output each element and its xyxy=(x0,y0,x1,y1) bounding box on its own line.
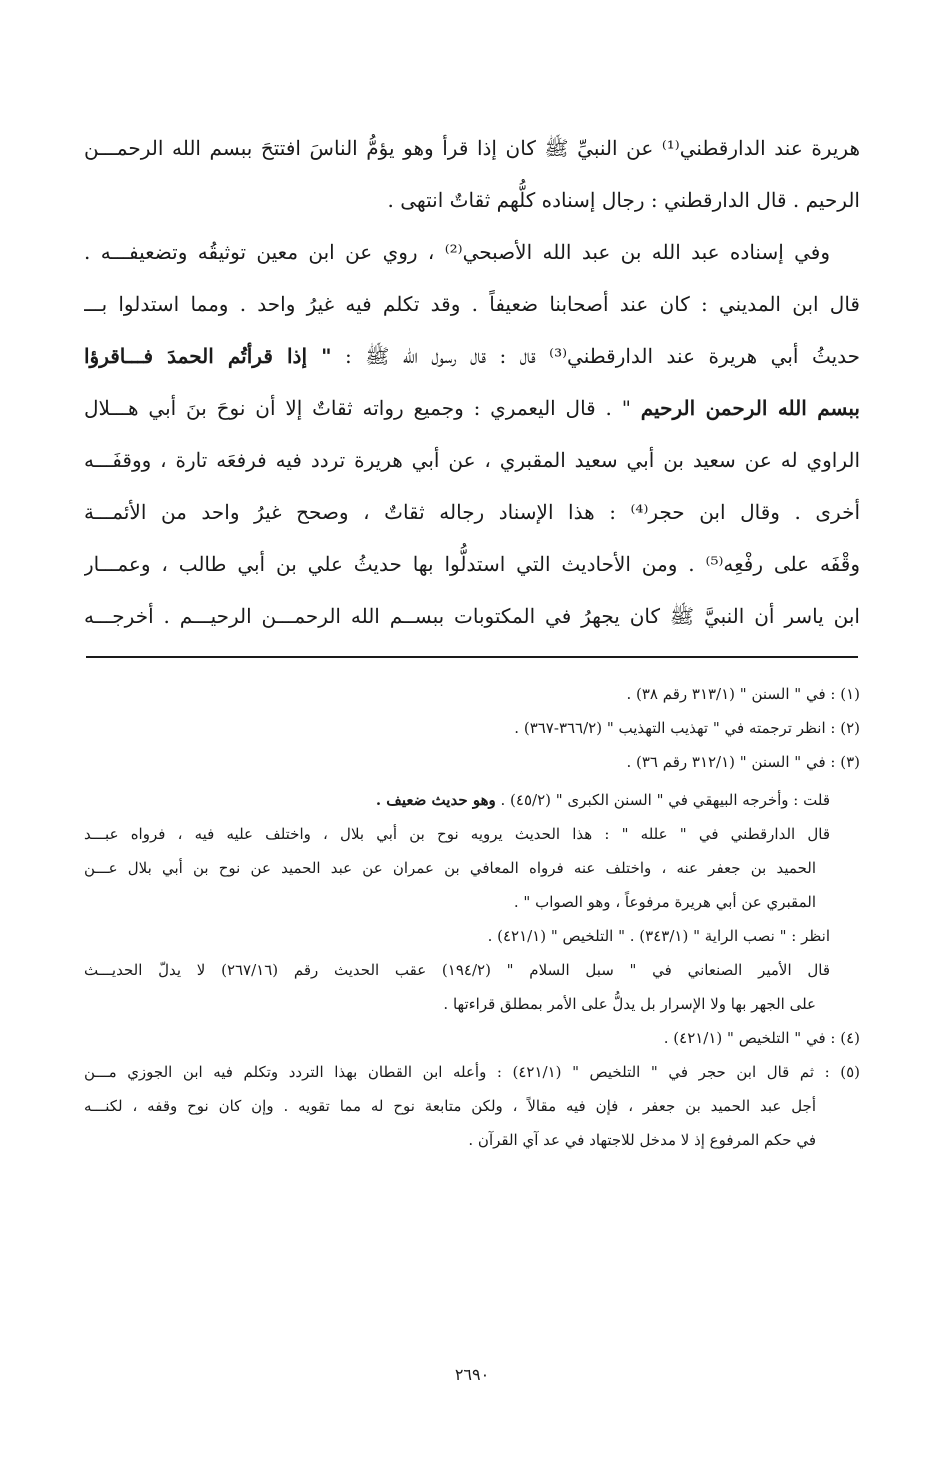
footnote-separator xyxy=(86,656,858,658)
footnote-5-line: في حكم المرفوع إذ لا مدخل للاجتهاد في عد آي القرآن . xyxy=(468,1131,816,1149)
footnotes xyxy=(84,677,860,1157)
footnote-1: (١) : في " السنن " (٣١٣/١ رقم ٣٨) . xyxy=(626,685,860,703)
bold-hadith-text: " إذا قرأتُم الحمدَ فـــاقرؤا xyxy=(84,344,332,368)
footnote-3-line: على الجهر بها ولا الإسرار بل يدلُّ على الأمر بمطلق قراءتها . xyxy=(443,995,816,1013)
text-line: الراوي له عن سعيد بن أبي سعيد المقبري ، عن أبي هريرة تردد فيه فرفعَه تارة ، ووقفَـــه xyxy=(84,448,860,472)
text-line xyxy=(84,382,860,434)
text-line: ابن ياسر أن النبيَّ ﷺ كان يجهرُ في المكتوبات ببســم الله الرحمـــن الرحيـــم . أخرجـــه xyxy=(84,604,860,628)
text-segment: حديثُ أبي هريرة عند الدارقطني⁽³⁾ قال : قال رسول الله ﷺ : xyxy=(345,344,860,368)
main-text xyxy=(84,122,860,642)
page-number: ٢٦٩٠ xyxy=(454,1365,490,1384)
text-line: قال ابن المديني : كان عند أصحابنا ضعيفاً . وقد تكلم فيه غيرُ واحد . ومما استدلوا بـــ xyxy=(84,292,860,316)
text-line: وفي إسناده عبد الله بن عبد الله الأصبحي⁽²⁾ ، روي عن ابن معين توثيقُه وتضعيفـــه . xyxy=(84,240,830,264)
footnote-5-line: أجل عبد الحميد بن جعفر ، فإن فيه مقالاً ، ولكن متابعة نوح له مما تقويه . وإن كان نوح وقفه ، لكنـــه xyxy=(84,1097,816,1115)
footnote-text: قلت : وأخرجه البيهقي في " السنن الكبرى " (٤٥/٢) . xyxy=(500,791,830,809)
footnote-3-line: الحميد بن جعفر عنه ، واختلف عنه فرواه المعافي بن عمران عن عبد الحميد عن نوح بن أبي بلال عـــن xyxy=(84,859,816,877)
footnote-4: (٤) : في " التلخيص " (٤٢١/١) . xyxy=(663,1029,860,1047)
footnote-3-comment xyxy=(84,783,860,817)
footnote-3-line: المقبري عن أبي هريرة مرفوعاً ، وهو الصواب " . xyxy=(513,893,816,911)
footnote-3-line: قال الدارقطني في " علله " : هذا الحديث يرويه نوح بن أبي بلال ، واختلف عليه فيه ، فرواه عبـــد xyxy=(84,825,830,843)
text-line: الرحيم . قال الدارقطني : رجال إسناده كلُّهم ثقاتٌ انتهى . xyxy=(387,188,860,212)
text-segment: " . قال اليعمري : وجميع رواته ثقاتٌ إلا أن نوحَ بنَ أبي هـــلال xyxy=(84,396,631,420)
text-line: أخرى . وقال ابن حجر⁽⁴⁾ : هذا الإسناد رجاله ثقاتٌ ، وصحح غيرُ واحد من الأئمـــة xyxy=(84,500,860,524)
text-line xyxy=(84,330,860,382)
footnote-3-line: قال الأمير الصنعاني في " سبل السلام " (١٩٤/٢) عقب الحديث رقم (٢٦٧/١٦) لا يدلّ الحديـــث xyxy=(84,961,831,979)
text-line: وقْفَه على رفْعِه⁽⁵⁾ . ومن الأحاديث التي استدلُّوا بها حديثُ علي بن أبي طالب ، وعمـــار xyxy=(84,552,860,576)
footnote-bold-text: وهو حديث ضعيف . xyxy=(375,791,496,809)
footnote-3: (٣) : في " السنن " (٣١٢/١ رقم ٣٦) . xyxy=(626,753,860,771)
text-line: هريرة عند الدارقطني⁽¹⁾ عن النبيِّ ﷺ كان إذا قرأ وهو يؤمُّ الناسَ افتتحَ ببسم الله الرحمـــن xyxy=(84,136,860,160)
footnote-5: (٥) : ثم قال ابن حجر في " التلخيص " (٤٢١/١) : وأعله ابن القطان بهذا التردد وتكلم فيه ابن الجوزي مـــن xyxy=(84,1063,860,1081)
footnote-2: (٢) : انظر ترجمته في " تهذيب التهذيب " (٣٦٦/٢-٣٦٧) . xyxy=(514,719,860,737)
footnote-3-line: انظر : " نصب الراية " (٣٤٣/١) . " التلخيص " (٤٢١/١) . xyxy=(487,927,830,945)
bold-hadith-text: ببسم الله الرحمن الرحيم xyxy=(640,396,860,420)
